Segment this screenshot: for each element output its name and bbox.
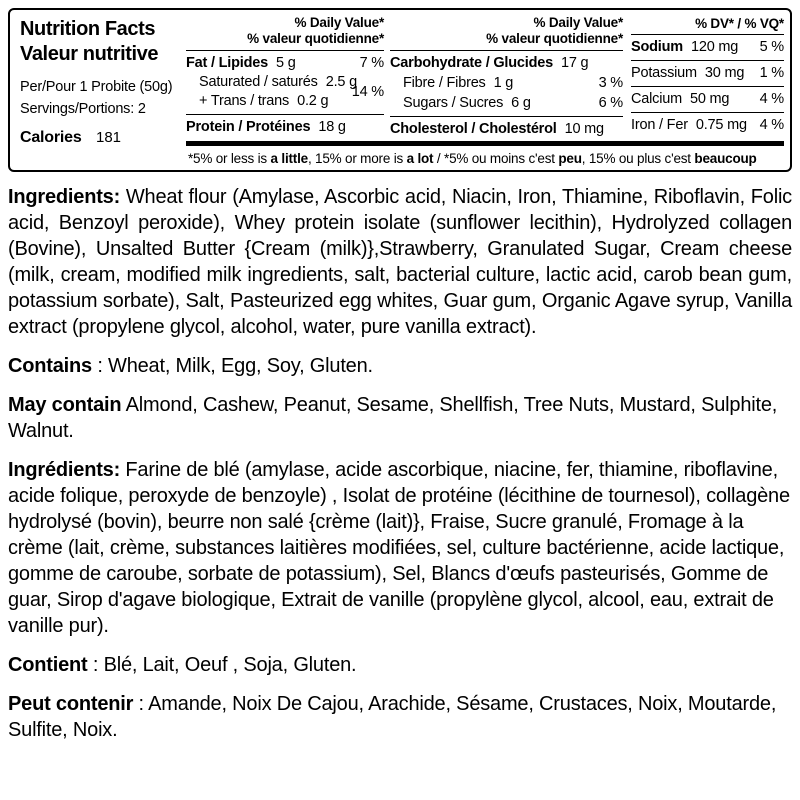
contains-fr-paragraph: [8, 652, 792, 678]
carbohydrate-label: Carbohydrate / Glucides: [390, 55, 553, 71]
ingredients-fr-text: Farine de blé (amylase, acide ascorbique, niacine, fer, thiamine, riboflavine, acide folique, peroxyde de benzoyle) , Isolat de protéine (lécithine de tournesol), collagène hydrolysé (bovin), beurre non salé {crème (lait)}, Fraise, Sucre granulé, Fromage à la crème (lait, crème, substances laitières modifiées, sel, culture bactérienne, acide lactique, gomme de caroube, sorbate de potassium), Sel, Blancs d'œufs pasteurisés, Gomme de guar, Sirop d'agave biologique, Extrait de vanille (propylène glycol, alcool, eau, extrait de vanille pur).: [8, 459, 790, 637]
fat-protein-column: [186, 10, 384, 139]
protein-label: Protein / Protéines: [186, 119, 311, 135]
serving-size-line: Per/Pour 1 Probite (50g): [20, 79, 173, 95]
potassium-label: Potassium: [631, 65, 697, 81]
sodium-label: Sodium: [631, 39, 683, 55]
may-contain-fr-text: : Amande, Noix De Cajou, Arachide, Sésame, Crustaces, Noix, Moutarde, Sulfite, Noix.: [8, 693, 777, 741]
fibre-amount: 1 g: [493, 75, 514, 91]
may-contain-en-paragraph: [8, 392, 792, 444]
sugars-row: [390, 93, 623, 113]
daily-value-header-1: [186, 10, 384, 47]
iron-dv: 4 %: [759, 117, 784, 133]
divider: [631, 112, 784, 113]
saturated-trans-dv: 14 %: [351, 84, 384, 100]
ingredients-en-text: Wheat flour (Amylase, Ascorbic acid, Niacin, Iron, Thiamine, Riboflavin, Folic acid, Benzoyl peroxide), Whey protein isolate (sunflower lecithin), Hydrolyzed collagen (Bovine), Unsalted Butter {Cream (milk)},Strawberry, Granulated Sugar, Cream cheese (milk, cream, modified milk ingredients, salt, bacterial culture, lactic acid, carob bean gum, potassium sorbate), Salt, Pasteurized egg whites, Guar gum, Organic Agave syrup, Vanilla extract (propylene glycol, alcohol, water, pure vanilla extract).: [8, 186, 792, 338]
potassium-amount: 30 mg: [704, 65, 745, 81]
calories-label: Calories: [20, 129, 82, 146]
divider: [390, 116, 623, 117]
protein-row: [186, 117, 384, 137]
potassium-dv: 1 %: [759, 65, 784, 81]
calories-row: [20, 129, 180, 147]
daily-value-header-2: [390, 10, 623, 47]
fat-amount: 5 g: [276, 55, 296, 71]
calories-value: 181: [96, 129, 122, 146]
cholesterol-row: [390, 119, 623, 139]
sodium-row: [631, 37, 784, 58]
divider: [631, 86, 784, 87]
saturated-amount: 2.5 g: [325, 74, 357, 90]
ingredients-fr-paragraph: [8, 457, 792, 639]
divider: [390, 50, 623, 51]
may-contain-en-label: May contain: [8, 394, 122, 416]
dv-header-line2: % valeur quotidienne*: [486, 31, 623, 46]
carb-cholesterol-column: [390, 10, 623, 139]
ingredients-fr-label: Ingrédients:: [8, 459, 121, 481]
sugars-amount: 6 g: [511, 95, 531, 111]
cholesterol-amount: 10 mg: [564, 121, 604, 137]
serving-info: [20, 76, 180, 120]
minerals-column: [631, 10, 784, 139]
calcium-label: Calcium: [631, 91, 682, 107]
dv-header-line1: % Daily Value*: [294, 15, 384, 30]
contains-en-text: : Wheat, Milk, Egg, Soy, Gluten.: [91, 355, 373, 377]
dv-header-line2: % valeur quotidienne*: [247, 31, 384, 46]
divider: [186, 114, 384, 115]
sugars-dv: 6 %: [598, 95, 623, 111]
fat-dv: 7 %: [359, 55, 384, 71]
saturated-row: [186, 73, 357, 92]
cholesterol-label: Cholesterol / Cholestérol: [390, 121, 557, 137]
carbohydrate-row: [390, 53, 623, 73]
protein-amount: 18 g: [318, 119, 346, 135]
divider: [186, 50, 384, 51]
contains-en-paragraph: [8, 353, 792, 379]
trans-label: + Trans / trans: [199, 93, 290, 109]
sodium-dv: 5 %: [759, 39, 784, 55]
may-contain-en-text: Almond, Cashew, Peanut, Sesame, Shellfish, Tree Nuts, Mustard, Sulphite, Walnut.: [8, 394, 778, 442]
dv-header-line1: % Daily Value*: [533, 15, 623, 30]
calcium-dv: 4 %: [759, 91, 784, 107]
divider: [631, 60, 784, 61]
panel-title-en: Nutrition Facts: [20, 18, 156, 40]
iron-label: Iron / Fer: [631, 117, 688, 133]
carbohydrate-amount: 17 g: [561, 55, 589, 71]
trans-row: [186, 92, 350, 111]
trans-amount: 0.2 g: [297, 93, 329, 109]
saturated-trans-group: [186, 73, 384, 111]
contains-en-label: Contains: [8, 355, 92, 377]
ingredients-en-label: Ingredients:: [8, 186, 121, 208]
may-contain-fr-label: Peut contenir: [8, 693, 134, 715]
calcium-amount: 50 mg: [689, 91, 730, 107]
iron-amount: 0.75 mg: [695, 117, 747, 133]
fat-row: [186, 53, 384, 73]
servings-per-container-line: Servings/Portions: 2: [20, 101, 146, 117]
calcium-row: [631, 89, 784, 110]
panel-nutrients-area: [180, 10, 790, 167]
contains-fr-text: : Blé, Lait, Oeuf , Soja, Gluten.: [87, 654, 357, 676]
ingredients-en-paragraph: [8, 184, 792, 340]
panel-title-fr: Valeur nutritive: [20, 43, 159, 65]
daily-value-footnote: *5% or less is a little, 15% or more is a lot / *5% ou moins c'est peu, 15% ou plus c'est beaucoup: [188, 151, 757, 166]
fibre-dv: 3 %: [598, 75, 623, 91]
divider: [631, 34, 784, 35]
potassium-row: [631, 63, 784, 84]
sodium-amount: 120 mg: [690, 39, 739, 55]
may-contain-fr-paragraph: [8, 691, 792, 743]
fibre-label: Fibre / Fibres: [403, 75, 486, 91]
iron-row: [631, 115, 784, 136]
nutrient-columns: [186, 10, 784, 139]
saturated-label: Saturated / saturés: [199, 74, 318, 90]
nutrition-facts-panel: [8, 8, 792, 172]
fibre-row: [390, 73, 623, 93]
panel-identity-column: [10, 10, 180, 167]
dv-vq-header: % DV* / % VQ*: [695, 16, 784, 31]
sugars-label: Sugars / Sucres: [403, 95, 504, 111]
contains-fr-label: Contient: [8, 654, 88, 676]
fat-label: Fat / Lipides: [186, 55, 268, 71]
